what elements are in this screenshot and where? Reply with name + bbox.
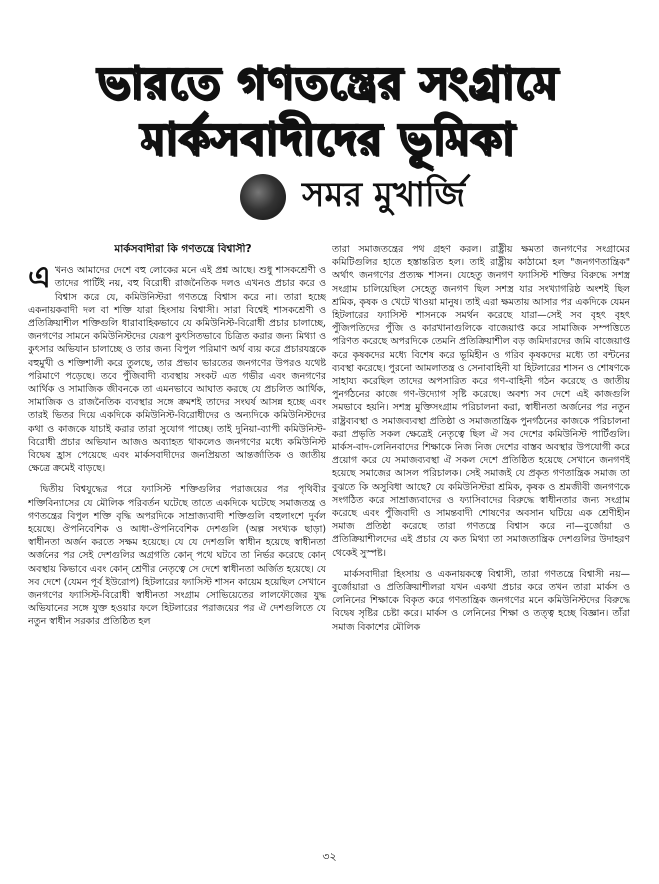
left-paragraph-1 [28, 260, 326, 475]
page-number: ৩২ [322, 850, 337, 863]
headline-line-1: ভারতে গণতন্ত্রের সংগ্রামে [97, 58, 559, 109]
author-byline [240, 172, 570, 222]
left-paragraph-2: দ্বিতীয় বিশ্বযুদ্ধের পরে ফ্যাসিস্ট শক্তিগুলির পরাজয়ের পর পৃথিবীর শক্তিবিন্যাসের যে মৌলিক পরিবর্তন ঘটেছে তাতে একদিকে ঘটেছে সমাজতন্ত্র ও গণতন্ত্রের বিপুল শক্তি বৃদ্ধি অপরদিকে সাম্রাজ্যবাদী শক্তিগুলি বহুলাংশে দুর্বল হয়েছে। ঔপনিবেশিক ও আধা-ঔপনিবেশিক দেশগুলি (অল্প সংখ্যক ছাড়া) স্বাধীনতা অর্জন করতে সক্ষম হয়েছে। যে যে দেশগুলি স্বাধীন হয়েছে স্বাধীনতা অর্জনের পর সেই দেশগুলির অগ্রগতি কোন্‌ পথে ঘটবে তা নির্ভর করেছে কোন্‌ অবস্থায় কিভাবে এবং কোন্‌ শ্রেণীর নেতৃত্বে সে দেশে স্বাধীনতা অর্জিত হয়েছে। যে সব দেশে (যেমন পূর্ব ইউরোপ) হিটলারের ফ্যাসিস্ট শাসন কায়েম হয়েছিল সেখানে জনগণের ফ্যাসিস্ট-বিরোধী স্বাধীনতা সংগ্রাম সোভিয়েতের লালফৌজের যুদ্ধ অভিযানের সঙ্গে যুক্ত হওয়ার ফলে হিটলারের পরাজয়ের পর ঐ দেশগুলিতে যে নতুন স্বাধীন সরকার প্রতিষ্ঠিত হল [28, 484, 326, 628]
right-paragraph-1: তারা সমাজতন্ত্রের পথ গ্রহণ করল। রাষ্ট্রীয় ক্ষমতা জনগণের সংগ্রামের কমিটিগুলির হাতে হস্তান্তরিত হল। তাই রাষ্ট্রীয় কাঠামো হল "জনগণতান্ত্রিক" অর্থাৎ জনগণের প্রত্যক্ষ শাসন। যেহেতু জনগণ ফ্যাসিস্ট শক্তির বিরুদ্ধে সশস্ত্র সংগ্রাম চালিয়েছিল সেহেতু জনগণ ছিল সশস্ত্র যার সংখ্যাগরিষ্ঠ অংশই ছিল শ্রমিক, কৃষক ও খেটে খাওয়া মানুষ। তাই এরা ক্ষমতায় আসার পর একদিকে যেমন হিটলারের ফ্যাসিস্ট শাসনকে সমর্থন করেছে যারা—সেই সব বৃহৎ বৃহৎ পুঁজিপতিদের পুঁজি ও কারখানাগুলিকে বাজেয়াপ্ত করে সামাজিক সম্পত্তিতে পরিণত করেছে অপরদিকে তেমনি প্রতিক্রিয়াশীল বড় জমিদারদের জমি বাজেয়াপ্ত করে কৃষকদের মধ্যে বিশেষ করে ভূমিহীন ও গরিব কৃষকদের মধ্যে তা বন্টনের ব্যবস্থা করেছে। পুরনো আমলাতন্ত্র ও সেনাবাহিনী যা হিটলারের শাসন ও শোষণকে সাহায্য করেছিল তাদের অপসারিত করে গণ-বাহিনী গঠন করেছে ও জাতীয় পুনর্গঠনের কাজে গণ-উদ্যোগ সৃষ্টি করেছে। অবশ্য সব দেশে এই কাজগুলি সমভাবে হয়নি। সশস্ত্র মুক্তিসংগ্রাম পরিচালনা করা, স্বাধীনতা অর্জনের পর নতুন রাষ্ট্রব্যবস্থা ও সমাজব্যবস্থা প্রতিষ্ঠা ও সমাজতান্ত্রিক পুনর্গঠনের কাজকে পরিচালনা করা প্রভৃতি সকল ক্ষেত্রেই নেতৃত্বে ছিল ঐ সব দেশের কমিউনিস্ট পার্টিগুলি। মার্কস-বাদ-লেনিনবাদের শিক্ষাকে নিজ নিজ দেশের বাস্তব অবস্থার উপযোগী করে প্রয়োগ করে যে সমাজব্যবস্থা ঐ সকল দেশে প্রতিষ্ঠিত হয়েছে সেখানে জনগণই হয়েছে সমাজের আসল পরিচালক। সেই সমাজই যে প্রকৃত গণতান্ত্রিক সমাজ তা বুঝতে কি অসুবিধা আছে? যে কমিউনিস্টরা শ্রমিক, কৃষক ও শ্রমজীবী জনগণকে সংগঠিত করে সাম্রাজ্যবাদের ও ফ্যাসিবাদের বিরুদ্ধে স্বাধীনতার জন্য সংগ্রাম করেছে এবং পুঁজিবাদী ও সামন্তবাদী শোষণের অবসান ঘটিয়ে এক শ্রেণীহীন সমাজ প্রতিষ্ঠা করেছে তারা গণতন্ত্রে বিশ্বাস করে না—বুর্জোয়া ও প্রতিক্রিয়াশীলদের এই প্রচার যে কত মিথ্যা তা সমাজতান্ত্রিক দেশগুলির উদাহরণ থেকেই সুস্পষ্ট। [332, 244, 630, 559]
article-headline [28, 60, 628, 165]
drop-cap: এ [28, 260, 51, 296]
left-paragraph-1-text: খনও আমাদের দেশে বহু লোকের মনে এই প্রশ্ন আছে। শুধু শাসকশ্রেণী ও তাদের পার্টিই নয়, বহু বিরোধী রাজনৈতিক দলও এখনও প্রচার করে ও বিশ্বাস করে যে, কমিউনিস্টরা গণতন্ত্রে বিশ্বাস করে না। তারা হচ্ছে একনায়কবাদী দল বা শক্তি যারা হিংসায় বিশ্বাসী। সারা বিশ্বেই শাসকশ্রেণী ও প্রতিক্রিয়াশীল শক্তিগুলি ধারাবাহিকভাবে যে কমিউনিস্ট-বিরোধী প্রচার চালাচ্ছে, জনগণের সামনে কমিউনিস্টদের যেরূপ কুৎসিতভাবে চিত্রিত করার জন্য মিথ্যা ও কুৎসার অভিযান চালাচ্ছে ও তার জন্য বিপুল পরিমাণ অর্থ ব্যয় করে প্রচারযন্ত্রকে বহুমুখী ও শক্তিশালী করে তুলছে, তার প্রভাব ভারতের জনগণের উপরও যথেষ্ট পরিমাণে পড়েছে। তবে পুঁজিবাদী ব্যবস্থায় সংকট এত গভীর এবং জনগণের আর্থিক ও সামাজিক জীবনকে তা এমনভাবে আঘাত করছে যে প্রচলিত আর্থিক, সামাজিক ও রাজনৈতিক ব্যবস্থার সঙ্গে ক্রমশই তাদের সংঘর্ষ আসন্ন হচ্ছে এবং তারই ভিতর দিয়ে একদিকে কমিউনিস্ট-বিরোধীদের ও অন্যদিকে কমিউনিস্টদের কথা ও কাজকে যাচাই করার তারা সুযোগ পাচ্ছে। তাই দুনিয়া-ব্যাপী কমিউনিস্ট-বিরোধী প্রচার অভিযান আজও অব্যাহত থাকলেও জনগণের মধ্যে কমিউনিস্ট বিদ্বেষ হ্রাস পেয়েছে এবং মার্কসবাদীদের জনপ্রিয়তা আন্তর্জাতিক ও জাতীয় ক্ষেত্রে ক্রমেই বাড়ছে। [28, 265, 326, 475]
section-subhead: মার্কসবাদীরা কি গণতন্ত্রে বিশ্বাসী? [114, 243, 252, 255]
left-column [28, 243, 326, 798]
author-name: সমর মুখার্জি [302, 174, 466, 215]
headline-line-2: মার্কসবাদীদের ভূমিকা [140, 114, 516, 166]
right-column [332, 243, 630, 843]
right-paragraph-2: মার্কসবাদীরা হিংসায় ও একনায়কত্বে বিশ্বাসী, তারা গণতন্ত্রে বিশ্বাসী নয়—বুর্জোয়ারা ও প্রতিক্রিয়াশীলরা যখন একথা প্রচার করে তখন তারা মার্কস ও লেনিনের শিক্ষাকে বিকৃত করে গণতান্ত্রিক জনগণের মনে কমিউনিস্টদের বিরুদ্ধে বিদ্বেষ সৃষ্টির চেষ্টা করে। মার্কস ও লেনিনের শিক্ষা ও তত্ত্ব হচ্ছে বিজ্ঞান। তাঁরা সমাজ বিকাশের মৌলিক [332, 568, 630, 633]
byline-bullet-icon [240, 174, 286, 220]
